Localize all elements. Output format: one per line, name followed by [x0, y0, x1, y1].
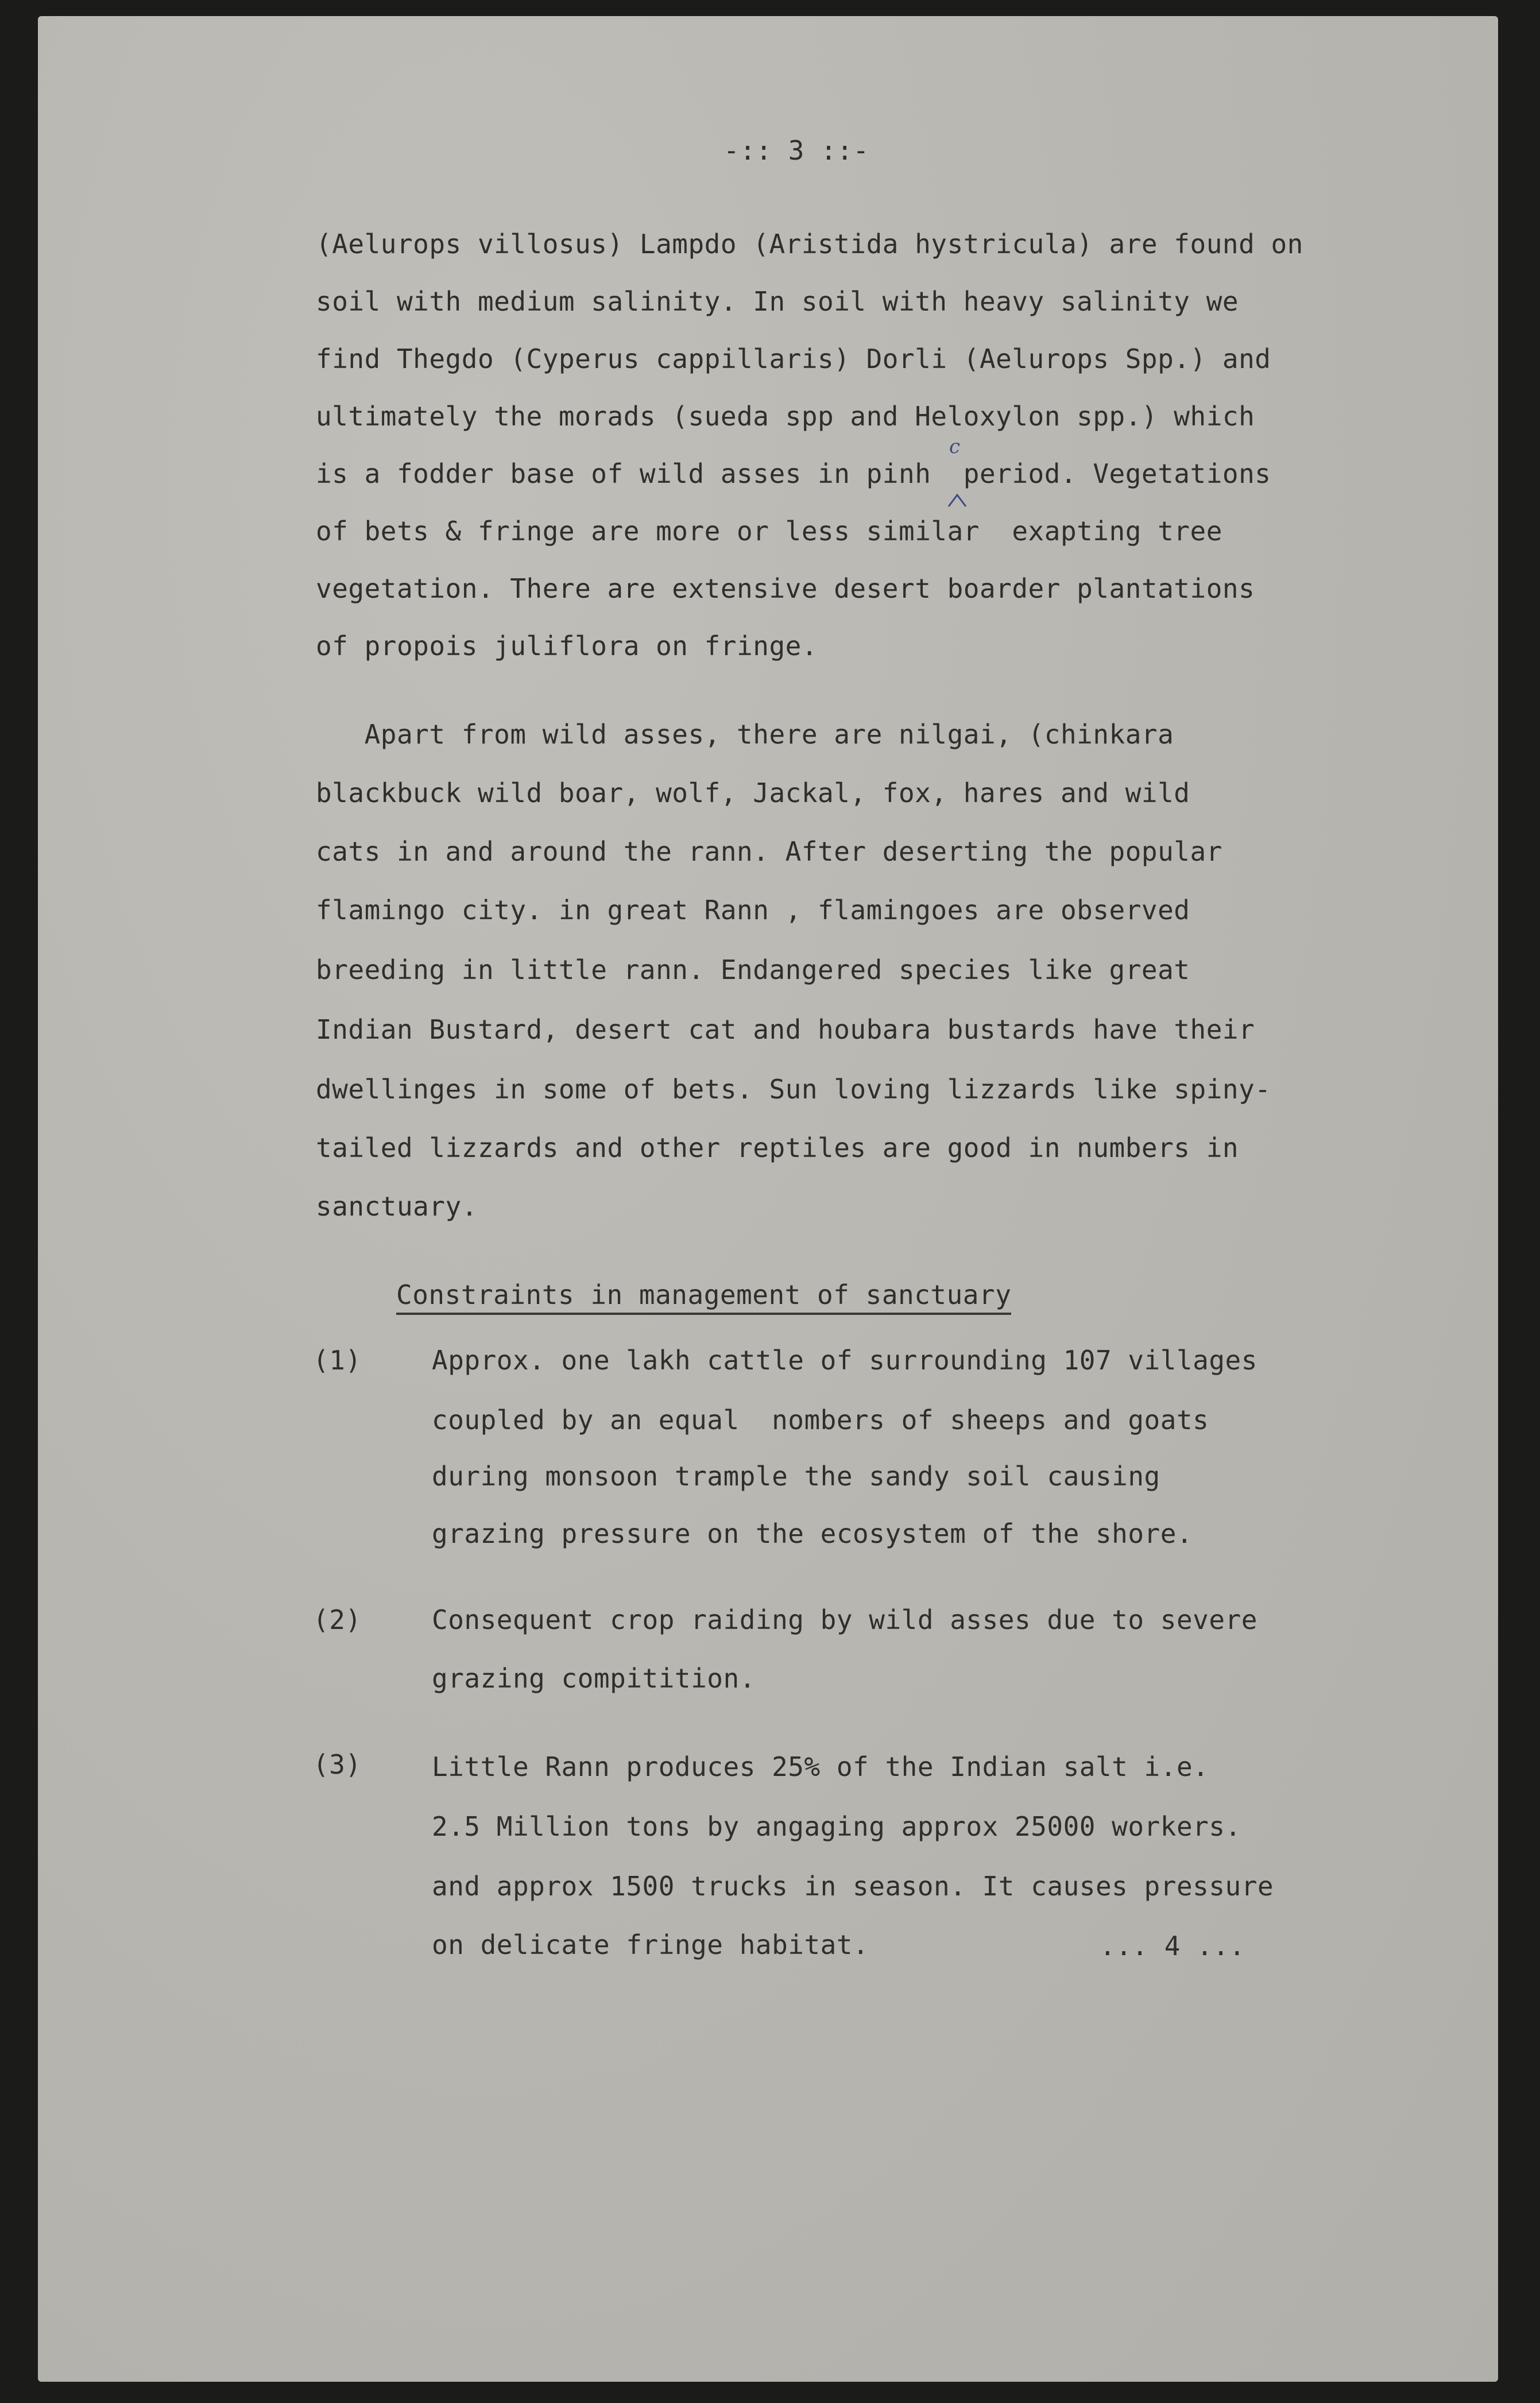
item-2-number: (2) [313, 1604, 362, 1635]
section-heading: Constraints in management of sanctuary [396, 1279, 1011, 1315]
paragraph1-line-7: vegetation. There are extensive desert boarder plantations [316, 573, 1255, 604]
paragraph2-line-9: sanctuary. [316, 1191, 478, 1222]
item-1-number: (1) [313, 1345, 362, 1376]
item-1-line-1: Approx. one lakh cattle of surrounding 107 villages [432, 1345, 1257, 1376]
page-number-header: -:: 3 ::- [723, 135, 869, 166]
item-2-line-2: grazing compitition. [432, 1663, 756, 1694]
item-1-line-4: grazing pressure on the ecosystem of the shore. [432, 1518, 1193, 1549]
paragraph2-line-1: Apart from wild asses, there are nilgai, (chinkara [316, 719, 1174, 750]
page-continuation-marker: ... 4 ... [1100, 1930, 1245, 1961]
item-1-line-3: during monsoon trample the sandy soil causing [432, 1461, 1160, 1492]
paragraph1-line-6: of bets & fringe are more or less similar exapting tree [316, 516, 1222, 547]
paragraph2-line-7: dwellinges in some of bets. Sun loving lizzards like spiny- [316, 1074, 1271, 1105]
item-1-line-2: coupled by an equal nombers of sheeps and goats [432, 1404, 1209, 1435]
paragraph2-line-5: breeding in little rann. Endangered species like great [316, 954, 1190, 985]
item-3-line-4: on delicate fringe habitat. [432, 1929, 869, 1960]
paragraph2-line-3: cats in and around the rann. After deserting the popular [316, 836, 1222, 867]
paragraph2-line-4: flamingo city. in great Rann , flamingoes are observed [316, 895, 1190, 926]
paragraph1-line-3: find Thegdo (Cyperus cappillaris) Dorli (Aelurops Spp.) and [316, 343, 1271, 374]
paragraph1-line-2: soil with medium salinity. In soil with heavy salinity we [316, 286, 1239, 317]
item-3-line-1: Little Rann produces 25% of the Indian salt i.e. [432, 1751, 1209, 1782]
paragraph1-line-1: (Aelurops villosus) Lampdo (Aristida hystricula) are found on [316, 229, 1303, 260]
handwritten-correction [945, 435, 968, 481]
paragraph1-line-4: ultimately the morads (sueda spp and Heloxylon spp.) which [316, 401, 1255, 432]
paragraph2-line-8: tailed lizzards and other reptiles are good in numbers in [316, 1132, 1239, 1163]
item-3-line-2: 2.5 Million tons by angaging approx 25000 workers. [432, 1811, 1241, 1842]
paragraph1-line-5: is a fodder base of wild asses in pinh period. Vegetations [316, 458, 1271, 489]
item-3-line-3: and approx 1500 trucks in season. It causes pressure [432, 1871, 1274, 1902]
paragraph2-line-2: blackbuck wild boar, wolf, Jackal, fox, hares and wild [316, 777, 1190, 808]
item-3-number: (3) [313, 1749, 362, 1780]
paragraph1-line-8: of propois juliflora on fringe. [316, 630, 818, 661]
caret-mark-icon [946, 492, 969, 509]
paragraph2-line-6: Indian Bustard, desert cat and houbara bustards have their [316, 1014, 1255, 1045]
item-2-line-1: Consequent crop raiding by wild asses due to severe [432, 1604, 1257, 1635]
handwritten-insert-letter: c [949, 435, 961, 458]
